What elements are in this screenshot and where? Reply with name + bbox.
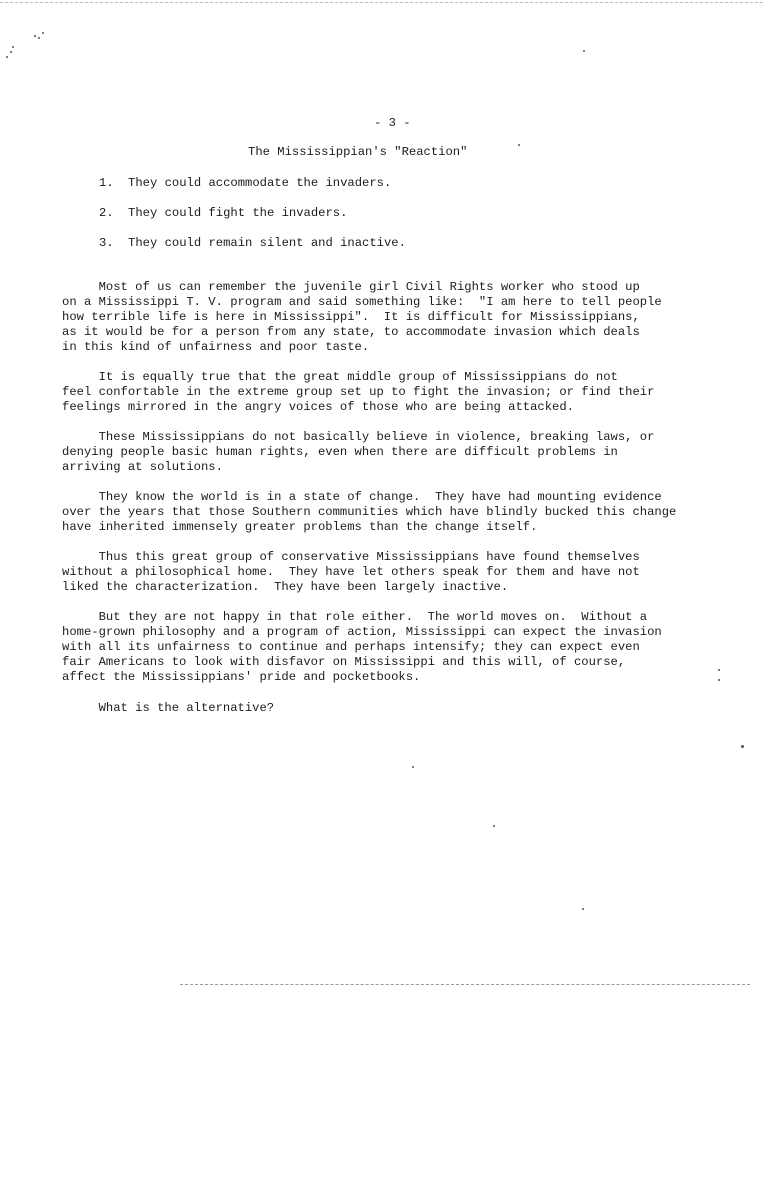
paragraph-line: without a philosophical home. They have let others speak for them and have not (62, 565, 640, 579)
paragraph-line: feelings mirrored in the angry voices of those who are being attacked. (62, 400, 574, 414)
paragraph-line: have inherited immensely greater problems than the change itself. (62, 520, 538, 534)
scan-speck (583, 50, 585, 52)
scan-speck (718, 679, 720, 681)
paragraph-line: as it would be for a person from any state, to accommodate invasion which deals (62, 325, 640, 339)
paragraph-line: feel confortable in the extreme group set up to fight the invasion; or find their (62, 385, 655, 399)
list-item-number: 3. (99, 236, 114, 250)
paragraph-line: But they are not happy in that role either. The world moves on. Without a (62, 610, 648, 624)
paragraph-line: in this kind of unfairness and poor taste. (62, 340, 370, 354)
list-item-text: They could accommodate the invaders. (128, 176, 392, 190)
paragraph-line: home-grown philosophy and a program of action, Mississippi can expect the invasion (62, 625, 662, 639)
paragraph-line: on a Mississippi T. V. program and said something like: "I am here to tell people (62, 295, 662, 309)
scan-speck (582, 908, 584, 910)
page-top-edge (0, 2, 763, 3)
paragraph-line: how terrible life is here in Mississippi". It is difficult for Mississippians, (62, 310, 640, 324)
paragraph-line: Thus this great group of conservative Mississippians have found themselves (62, 550, 640, 564)
page-bottom-edge (180, 984, 750, 985)
paragraph-line: affect the Mississippians' pride and pocketbooks. (62, 670, 421, 684)
list-item-text: They could fight the invaders. (128, 206, 348, 220)
page-number: - 3 - (374, 116, 411, 130)
paragraph (0, 255, 662, 360)
paragraph (0, 701, 275, 1170)
paragraph-line: with all its unfairness to continue and perhaps intensify; they can expect even (62, 640, 640, 654)
paragraph-line: They know the world is in a state of change. They have had mounting evidence (62, 490, 662, 504)
scan-speck (518, 144, 520, 146)
paragraph-line: These Mississippians do not basically believe in violence, breaking laws, or (62, 430, 655, 444)
list-item-text: They could remain silent and inactive. (128, 236, 406, 250)
paragraph-line: liked the characterization. They have been largely inactive. (62, 580, 509, 594)
scan-speck (741, 745, 744, 748)
paragraph-line: Most of us can remember the juvenile girl Civil Rights worker who stood up (62, 280, 640, 294)
scan-speck (718, 669, 720, 671)
list-item-number: 2. (99, 206, 114, 220)
scan-speck (412, 766, 414, 768)
paragraph-line: arriving at solutions. (62, 460, 223, 474)
scan-speck (493, 825, 495, 827)
paragraph-line: It is equally true that the great middle group of Mississippians do not (62, 370, 618, 384)
paragraph-line: over the years that those Southern communities which have blindly bucked this change (62, 505, 677, 519)
section-heading: The Mississippian's "Reaction" (248, 145, 468, 159)
paragraph-line: denying people basic human rights, even when there are difficult problems in (62, 445, 618, 459)
paragraph-line: What is the alternative? (62, 701, 275, 715)
paragraph-line: fair Americans to look with disfavor on Mississippi and this will, of course, (62, 655, 626, 669)
list-item-number: 1. (99, 176, 114, 190)
